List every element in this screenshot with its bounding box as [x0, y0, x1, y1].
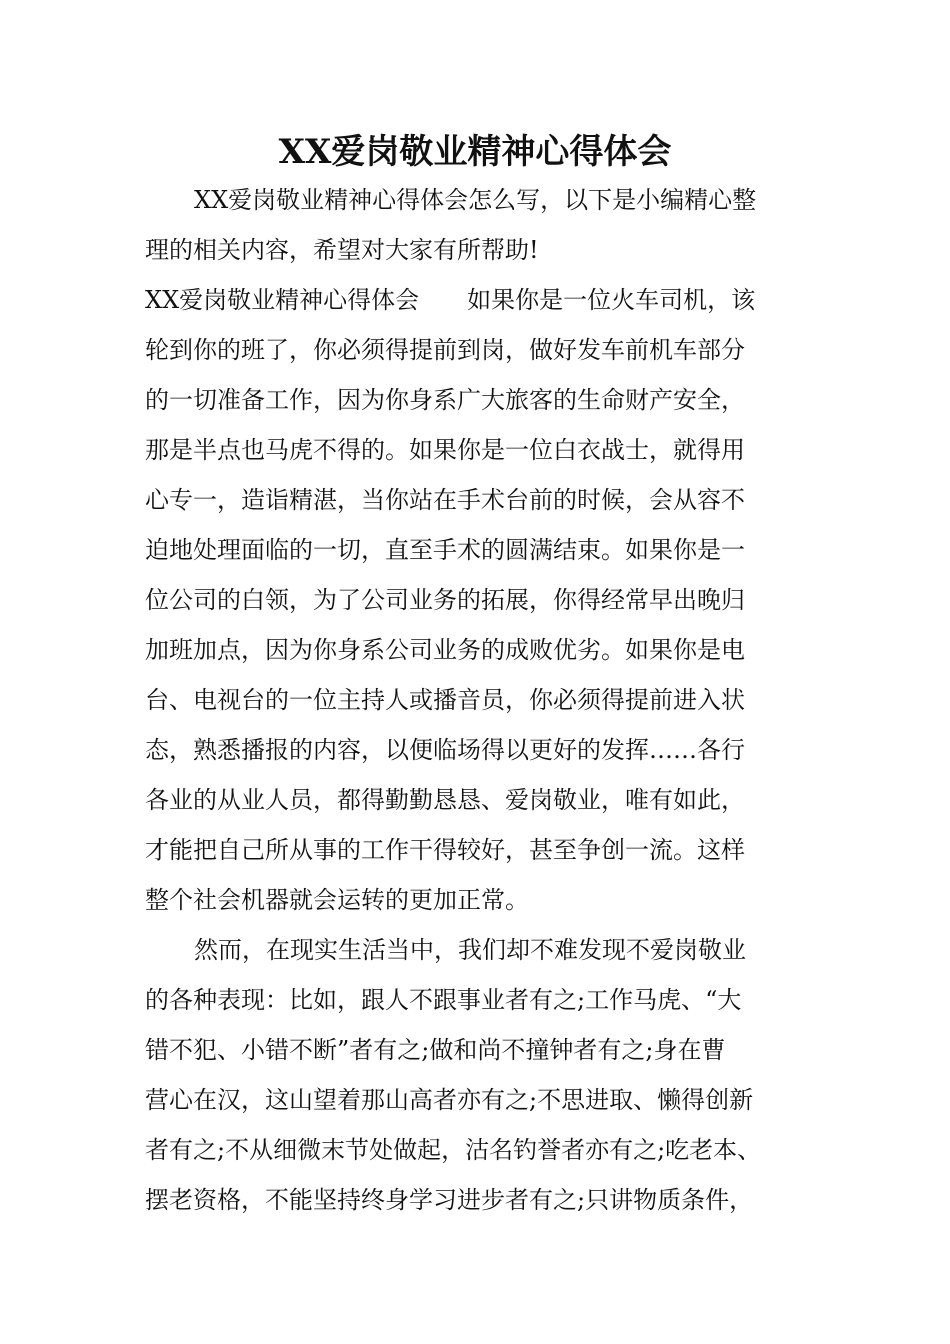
paragraph-line: 轮到你的班了，你必须得提前到岗，做好发车前机车部分 — [145, 336, 745, 364]
paragraph-line: 心专一，造诣精湛，当你站在手术台前的时候，会从容不 — [145, 486, 745, 514]
paragraph-line: 台、电视台的一位主持人或播音员，你必须得提前进入状 — [145, 686, 745, 714]
paragraph-line: 加班加点，因为你身系公司业务的成败优劣。如果你是电 — [145, 636, 745, 664]
paragraph-line: XX爱岗敬业精神心得体会 如果你是一位火车司机，该 — [145, 286, 756, 314]
paragraph-line: 错不犯、小错不断”者有之;做和尚不撞钟者有之;身在曹 — [145, 1036, 726, 1064]
paragraph-line: 的一切准备工作，因为你身系广大旅客的生命财产安全， — [145, 386, 745, 414]
paragraph-line: 摆老资格，不能坚持终身学习进步者有之;只讲物质条件， — [145, 1186, 754, 1214]
paragraph-line: 者有之;不从细微末节处做起，沽名钓誉者亦有之;吃老本、 — [145, 1136, 762, 1164]
paragraph-line: 迫地处理面临的一切，直至手术的圆满结束。如果你是一 — [145, 536, 745, 564]
document-title: XX爱岗敬业精神心得体会 — [278, 132, 672, 172]
paragraph-line: 才能把自己所从事的工作干得较好，甚至争创一流。这样 — [145, 836, 745, 864]
paragraph-line: XX爱岗敬业精神心得体会怎么写，以下是小编精心整 — [194, 186, 757, 214]
paragraph-line: 的各种表现：比如，跟人不跟事业者有之;工作马虎、“大 — [145, 986, 742, 1014]
paragraph-line: 营心在汉，这山望着那山高者亦有之;不思进取、懒得创新 — [145, 1086, 754, 1114]
paragraph-line: 整个社会机器就会运转的更加正常。 — [145, 886, 529, 914]
paragraph-line: 然而，在现实生活当中，我们却不难发现不爱岗敬业 — [194, 936, 746, 964]
paragraph-line: 各业的从业人员，都得勤勤恳恳、爱岗敬业，唯有如此， — [145, 786, 745, 814]
paragraph-line: 那是半点也马虎不得的。如果你是一位白衣战士，就得用 — [145, 436, 745, 464]
paragraph-line: 理的相关内容，希望对大家有所帮助! — [145, 236, 539, 264]
paragraph-line: 位公司的白领，为了公司业务的拓展，你得经常早出晚归 — [145, 586, 745, 614]
paragraph-line: 态，熟悉播报的内容，以便临场得以更好的发挥……各行 — [145, 736, 745, 764]
